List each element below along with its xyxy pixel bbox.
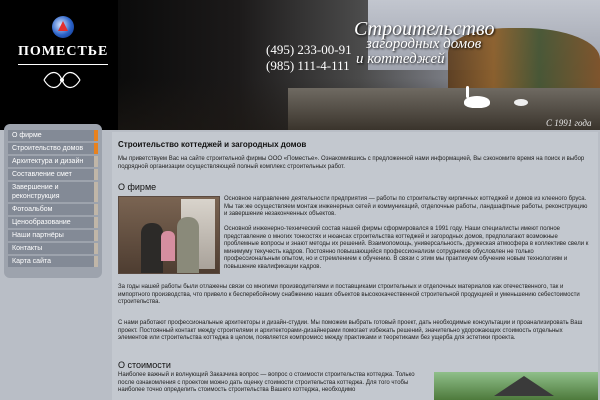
section-about-title: О фирме bbox=[118, 182, 157, 192]
sidebar-item-house-building[interactable]: Строительство домов bbox=[8, 143, 98, 154]
section-cost-title: О стоимости bbox=[118, 360, 171, 370]
intro-text: Мы приветствуем Вас на сайте строительной фирмы ООО «Поместье». Ознакомившись с предложенной нами информацией, Вы сэкономите время на поиск и выбор подрядной организации осуществляющей полный комплекс строительных работ. bbox=[118, 156, 585, 170]
man-figure bbox=[177, 217, 199, 273]
phone-2: (985) 111-4-111 bbox=[266, 58, 350, 73]
main-content bbox=[112, 132, 598, 400]
about-para-3: За годы нашей работы были отлажены связи со многими производителями и поставщиками строительных и отделочных материалов как отечественного, так и импортного производства, что привело к бесперебойному снабжению наших объектов высококачественной строительной продукцией и уменьшению себестоимости строительства. bbox=[118, 284, 580, 305]
sidebar-item-about[interactable]: О фирме bbox=[8, 130, 98, 141]
phone-1: (495) 233-00-91 bbox=[266, 42, 352, 57]
header-photo bbox=[118, 0, 600, 130]
since-year: С 1991 года bbox=[546, 118, 592, 128]
ornament-icon bbox=[40, 68, 84, 92]
header bbox=[0, 0, 600, 130]
about-para-4: С нами работают профессиональные архитекторы и дизайн-студии. Мы поможем выбрать готовый проект, дать необходимые консультации и проанализировать Ваш проект. Постоянный контакт между строителями и архитекторами-дизайнерами помогает избежать решений, значительно удорожающих стоимость отдельных элементов или строительства коттеджа в целом, появляется компромисс между практиками и теоретиками без ущерба для эстетики проекта. bbox=[118, 320, 583, 341]
family-photo bbox=[118, 196, 220, 274]
sidebar-item-pricing[interactable]: Ценообразование bbox=[8, 217, 98, 228]
house-roof bbox=[494, 376, 554, 396]
sidebar-item-contacts[interactable]: Контакты bbox=[8, 243, 98, 254]
sidebar-nav bbox=[4, 124, 102, 278]
page-title: Строительство коттеджей и загородных домов bbox=[118, 140, 307, 149]
swan-small-icon bbox=[514, 99, 528, 106]
logo-star-icon bbox=[52, 16, 74, 38]
woman-figure bbox=[141, 223, 163, 273]
about-para-1: Основное направление деятельности предприятия — работы по строительству кирпичных коттеджей и домов из клееного бруса. Мы так же осуществляем монтаж инженерных сетей и коммуникаций, отделочные работы, ландшафтные работы, реконструкцию и завершение незаконченных объектов. bbox=[224, 196, 588, 217]
sidebar-item-partners[interactable]: Наши партнёры bbox=[8, 230, 98, 241]
phones bbox=[266, 42, 352, 74]
slogan bbox=[354, 18, 495, 67]
sidebar-item-estimates[interactable]: Составление смет bbox=[8, 169, 98, 180]
slogan-line-3: и коттеджей bbox=[356, 51, 445, 67]
about-para-2: Основной инженерно-технический состав нашей фирмы сформировался в 1991 году. Наши специалисты имеют полное представление о многих тонкостях и нюансах строительства коттеджей и загородных домов, предполагают возможные проблемные вопросы и знают методы их решений. Взаимопомощь, универсальность, дружеская атмосфера в коллективе свели к минимуму текучесть кадров. Постоянно повышающийся профессионализм сотрудников обусловлен не только профессиональным опытом, но и стремлением к обучению. В связи с этим мы практикуем обучение новым технологиям и повышение квалификации кадров. bbox=[224, 226, 589, 270]
sidebar-item-sitemap[interactable]: Карта сайта bbox=[8, 256, 98, 267]
logo[interactable] bbox=[0, 0, 118, 130]
logo-text: ПОМЕСТЬЕ bbox=[18, 44, 108, 65]
sidebar-item-photo-album[interactable]: Фотоальбом bbox=[8, 204, 98, 215]
sidebar-item-completion[interactable]: Завершение и реконструкция bbox=[8, 182, 98, 202]
swan-icon bbox=[464, 96, 490, 108]
house-photo bbox=[434, 372, 598, 400]
child-figure bbox=[161, 231, 175, 261]
sidebar-item-architecture[interactable]: Архитектура и дизайн bbox=[8, 156, 98, 167]
slogan-line-2: загородных домов bbox=[366, 36, 482, 52]
cost-para: Наиболее важный и волнующий Заказчика вопрос — вопрос о стоимости строительства коттеджа. Только после ознакомления с проектом можно дать оценку стоимости строительства коттеджа. Для того чтобы наиболее точно определить стоимость строительства Вашего коттеджа, необходимо bbox=[118, 372, 415, 393]
slogan-line-1: Строительство bbox=[354, 18, 495, 40]
